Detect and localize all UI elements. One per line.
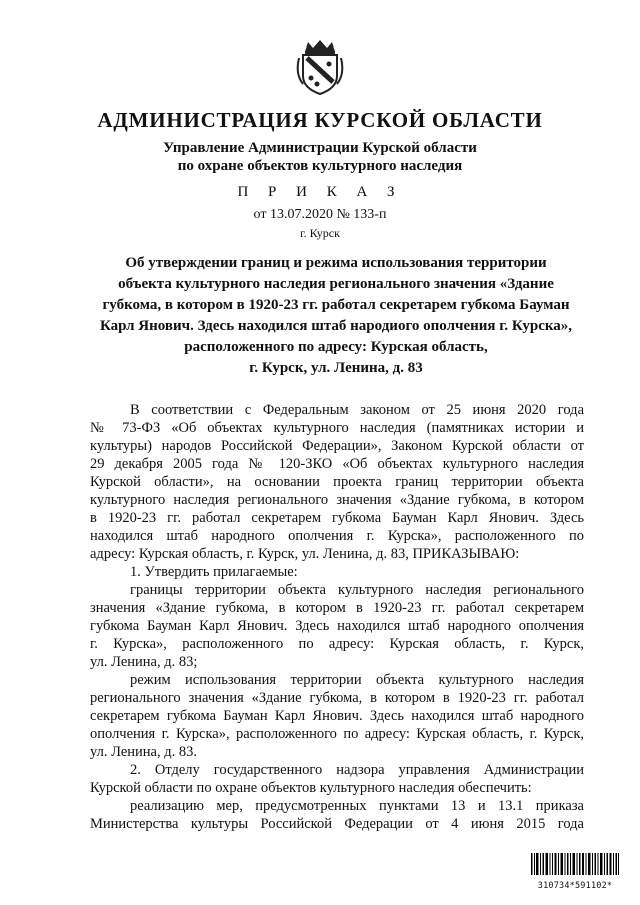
body-line: Курской области», на основании проекта границ территории объекта <box>90 474 584 490</box>
body-line: ополчения г. Курска», расположенного по адресу: Курская область, г. Курск, <box>90 726 584 742</box>
body-line: Курской области по охране объектов культурного наследия обеспечить: <box>90 780 532 796</box>
body-line: значения «Здание губкома, в котором в 1920-23 гг. работал секретарем <box>90 600 584 616</box>
title-line: расположенного по адресу: Курская область, <box>184 339 488 355</box>
body-line: ул. Ленина, д. 83; <box>90 654 198 670</box>
title-line: Карл Янович. Здесь находился штаб народиого ополчения г. Курска», <box>99 318 573 334</box>
body-line: культуры) народов Российской Федерации», Законом Курской области от <box>90 438 584 454</box>
body-line: губкома Бауман Карл Янович. Здесь находился штаб народного ополчения <box>90 618 584 634</box>
body-line: Министерства культуры Российской Федерации от 4 июня 2015 года <box>90 816 584 832</box>
barcode <box>530 853 620 891</box>
body-line: 29 декабря 2005 года № 120-ЗКО «Об объектах культурного наследия <box>90 456 584 472</box>
department-line-1: Управление Администрации Курской области <box>163 140 477 156</box>
document-title <box>88 253 584 379</box>
body-line: В соответствии с Федеральным законом от 25 июня 2020 года <box>130 402 584 418</box>
coat-of-arms-icon <box>295 38 345 96</box>
body-line: реализацию мер, предусмотренных пунктами 13 и 13.1 приказа <box>130 798 584 814</box>
administration-heading: АДМИНИСТРАЦИЯ КУРСКОЙ ОБЛАСТИ <box>97 108 543 132</box>
body-line: в 1920-23 гг. работал секретарем губкома Бауман Карл Янович. Здесь <box>90 510 584 526</box>
body-line: 2. Отделу государственного надзора управления Администрации <box>130 762 584 778</box>
title-line: губкома, в котором в 1920-23 гг. работал секретарем губкома Бауман <box>102 297 570 313</box>
body-line: г. Курска», расположенного по адресу: Курская область, г. Курск, <box>90 636 584 652</box>
body-line: находился штаб народного ополчения г. Курска», расположенного по <box>90 528 584 544</box>
date-number: от 13.07.2020 № 133-п <box>253 207 387 222</box>
body-line: регионального значения «Здание губкома, в котором в 1920-23 гг. работал <box>90 690 584 706</box>
body-line: адресу: Курская область, г. Курск, ул. Ленина, д. 83, ПРИКАЗЫВАЮ: <box>90 546 520 562</box>
body-line: режим использования территории объекта культурного наследия <box>130 672 584 688</box>
body-line: 1. Утвердить прилагаемые: <box>130 564 298 580</box>
body-line: культурного наследия регионального значения «Здание губкома, в котором <box>90 492 584 508</box>
city: г. Курск <box>300 226 340 240</box>
title-line: г. Курск, ул. Ленина, д. 83 <box>249 360 423 376</box>
barcode-number: 310734*591102* <box>537 881 613 891</box>
body-line: ул. Ленина, д. 83. <box>90 744 197 760</box>
document-body <box>90 401 584 833</box>
barcode-icon <box>530 853 620 875</box>
department-line-2: по охране объектов культурного наследия <box>177 158 463 174</box>
document-type: П Р И К А З <box>237 184 403 200</box>
body-line: секретарем губкома Бауман Карл Янович. Здесь находился штаб народного <box>90 708 584 724</box>
title-line: Об утверждении границ и режима использования территории <box>125 255 547 271</box>
body-line: границы территории объекта культурного наследия регионального <box>130 582 584 598</box>
title-line: объекта культурного наследия регионального значения «Здание <box>118 276 554 292</box>
body-line: № 73-ФЗ «Об объектах культурного наследия (памятниках истории и <box>90 420 584 436</box>
